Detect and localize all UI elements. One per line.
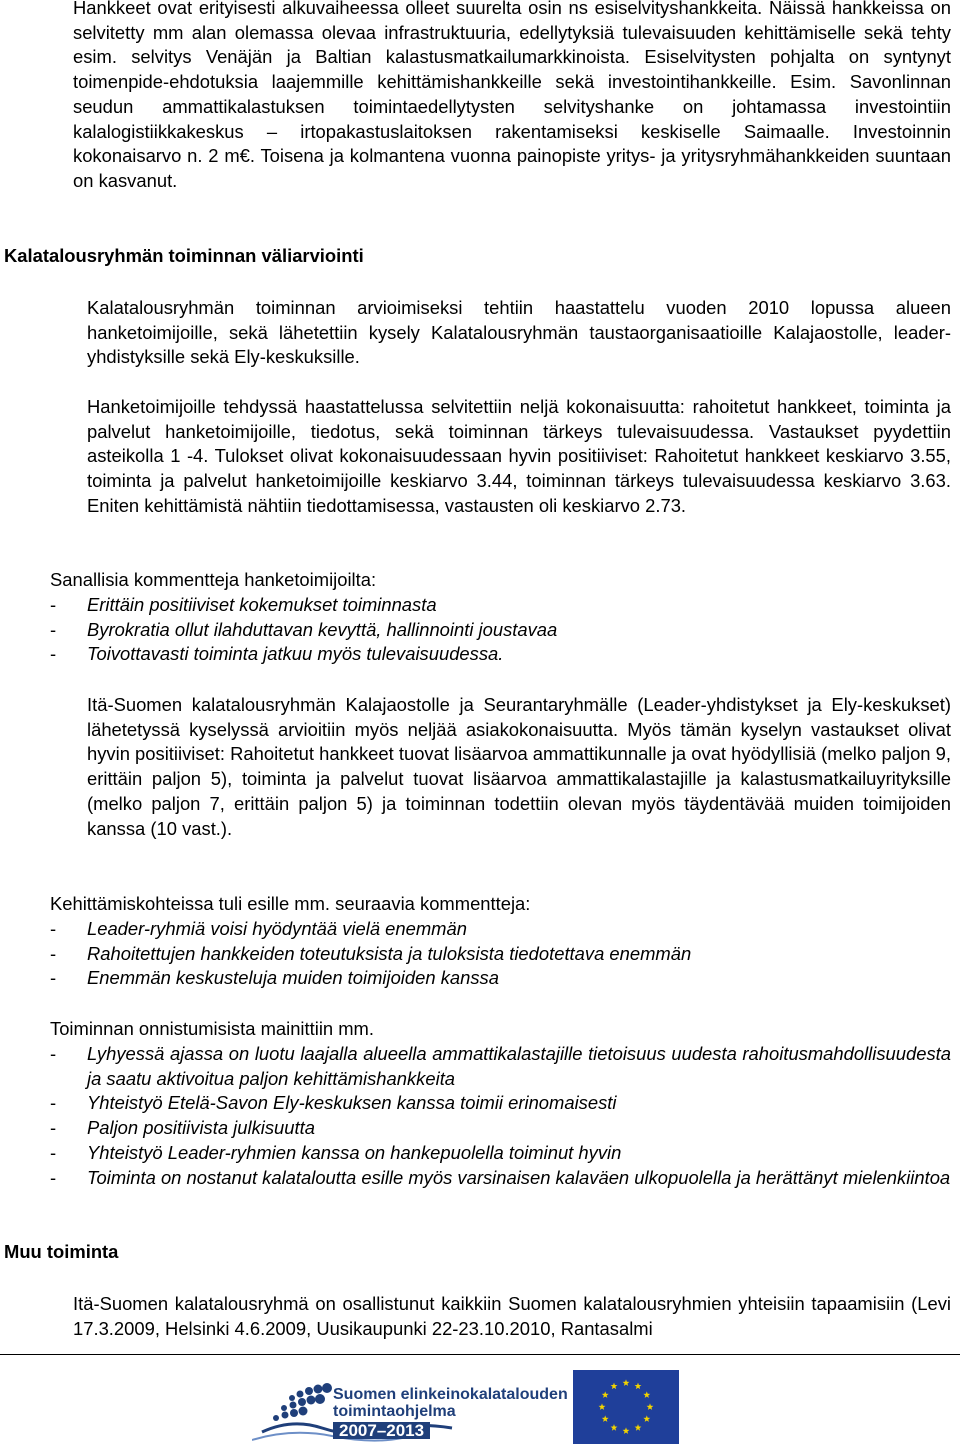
list-item [50,1091,951,1116]
list-item-text: Toivottavasti toiminta jatkuu myös tulevaisuudessa. [87,643,504,665]
evaluation-method-paragraph: Kalatalousryhmän toiminnan arvioimiseksi tehtiin haastattelu vuoden 2010 lopussa alueen hanketoimijoille, sekä lähetettiin kysely Kalatalousryhmän taustaorganisaatioille Kalajaostolle, leader-yhdistyksille sekä Ely-keskuksille. [87,297,951,368]
successes-intro: Toiminnan onnistumisista mainittiin mm. [50,1018,374,1039]
list-item-text: Byrokratia ollut ilahduttavan kevyttä, hallinnointi joustavaa [87,618,558,640]
list-dash: - [50,1166,57,1188]
list-item [50,966,951,991]
list-item-text: Leader-ryhmiä voisi hyödyntää vielä enemmän [87,918,467,939]
successes-list [50,1042,951,1190]
section-heading-evaluation: Kalatalousryhmän toiminnan väliarviointi [4,245,364,266]
list-item [50,917,951,942]
footer-divider [0,1354,960,1355]
list-item [50,593,951,618]
list-dash: - [50,918,57,939]
interview-results-paragraph: Hanketoimijoille tehdyssä haastattelussa selvitettiin neljä kokonaisuutta: rahoitetut hankkeet, toiminta ja palvelut hanketoimijoille, tiedotus, sekä toiminnan tärkeys tulevaisuudessa. Vastaukset pyydettiin asteikolla 1 -4. Tulokset olivat kokonaisuudessaan hyvin positiiviset: Rahoitetut hankkeet keskiarvo 3.55, toiminta ja palvelut hanketoimijoille keskiarvo 3.44, toiminnan tärkeys tulevaisuudessa keskiarvo 3.63. Eniten kehittämistä nähtiin tiedottamisessa, vastausten oli keskiarvo 2.73. [87,396,951,516]
list-item-text: Paljon positiivista julkisuutta [87,1117,315,1139]
list-dash: - [50,1043,57,1064]
list-item-text: Lyhyessä ajassa on luotu laajalla alueella ammattikalastajille tietoisuus uudesta rahoitusmahdollisuudesta ja saatu aktivoitua paljon kehittämishankkeita [87,1043,951,1089]
list-dash: - [50,594,57,615]
list-dash: - [50,967,57,989]
list-item-text: Yhteistyö Leader-ryhmien kanssa on hankepuolella toiminut hyvin [87,1141,622,1163]
list-dash: - [50,643,57,665]
program-line-1: Suomen elinkeinokalatalouden [333,1386,568,1403]
program-name [333,1386,568,1440]
list-item [50,642,951,667]
list-item [50,618,951,643]
list-item-text: Enemmän keskusteluja muiden toimijoiden kanssa [87,967,499,989]
list-item-text: Rahoitettujen hankkeiden toteutuksista ja tuloksista tiedotettava enemmän [87,942,692,964]
other-activity-paragraph: Itä-Suomen kalatalousryhmä on osallistunut kaikkiin Suomen kalatalousryhmien yhteisiin tapaamisiin (Levi 17.3.2009, Helsinki 4.6.2009, Uusikaupunki 22-23.10.2010, Rantasalmi [73,1293,951,1339]
list-item-text: Toiminta on nostanut kalataloutta esille myös varsinaisen kalaväen ulkopuolella ja herättänyt mielenkiintoa [87,1166,951,1188]
list-item [50,1166,951,1191]
comments-list [50,593,951,667]
intro-paragraph: Hankkeet ovat erityisesti alkuvaiheessa olleet suurelta osin ns esiselvityshankkeita. Näissä hankkeissa on selvitetty mm alan olemassa olevaa infrastruktuuria, edellytyksiä tulevaisuuden kehittämiselle sekä tehty esim. selvitys Venäjän ja Baltian kalastusmatkailumarkkinoista. Esiselvitysten pohjalta on syntynyt toimenpide-ehdotuksia laajemmille kehittämishankkeille sekä investointihankkeille. Esim. Savonlinnan seudun ammattikalastuksen toimintaedellytysten selvityshanke on johtamassa investointiin kalalogistiikkakeskus – irtopakastuslaitoksen rakentamiseksi keskiselle Saimaalle. Investoinnin kokonaisarvo n. 2 m€. Toisena ja kolmantena vuonna painopiste yritys- ja yritysryhmähankkeiden suuntaan on kasvanut. [73,0,951,191]
survey-results-paragraph: Itä-Suomen kalatalousryhmän Kalajaostolle ja Seurantaryhmälle (Leader-yhdistykset ja Ely-keskukset) lähetetyssä kyselyssä arvioitiin myös neljää asiakokonaisuutta. Myös tämän kyselyn vastaukset olivat hyvin positiiviset: Rahoitetut hankkeet tuovat lisäarvoa ammattikunnalle ja ovat hyödyllisiä (melko paljon 9, erittäin paljon 5), toiminta ja palvelut tuovat lisäarvoa ammattikalastajille ja kalastusmatkailuyrityksille (melko paljon 7, erittäin paljon 5) ja toiminnan todettiin olevan myös täydentävää muiden toimijoiden kanssa (10 vast.). [87,694,951,839]
development-list [50,917,951,991]
program-years: 2007–2013 [333,1422,430,1439]
comments-intro: Sanallisia kommentteja hanketoimijoilta: [50,569,377,590]
list-dash: - [50,942,57,964]
list-item [50,942,951,967]
list-dash: - [50,1141,57,1163]
list-item [50,1116,951,1141]
list-item-text: Erittäin positiiviset kokemukset toiminnasta [87,594,437,615]
list-item [50,1042,951,1091]
list-item-text: Yhteistyö Etelä-Savon Ely-keskuksen kanssa toimii erinomaisesti [87,1092,617,1114]
list-dash: - [50,1117,57,1139]
list-item [50,1141,951,1166]
eu-flag-icon [573,1370,679,1444]
development-intro: Kehittämiskohteissa tuli esille mm. seuraavia kommentteja: [50,893,531,914]
list-dash: - [50,1092,57,1114]
section-heading-other: Muu toiminta [4,1241,119,1262]
list-dash: - [50,618,57,640]
program-line-2: toimintaohjelma [333,1403,456,1420]
